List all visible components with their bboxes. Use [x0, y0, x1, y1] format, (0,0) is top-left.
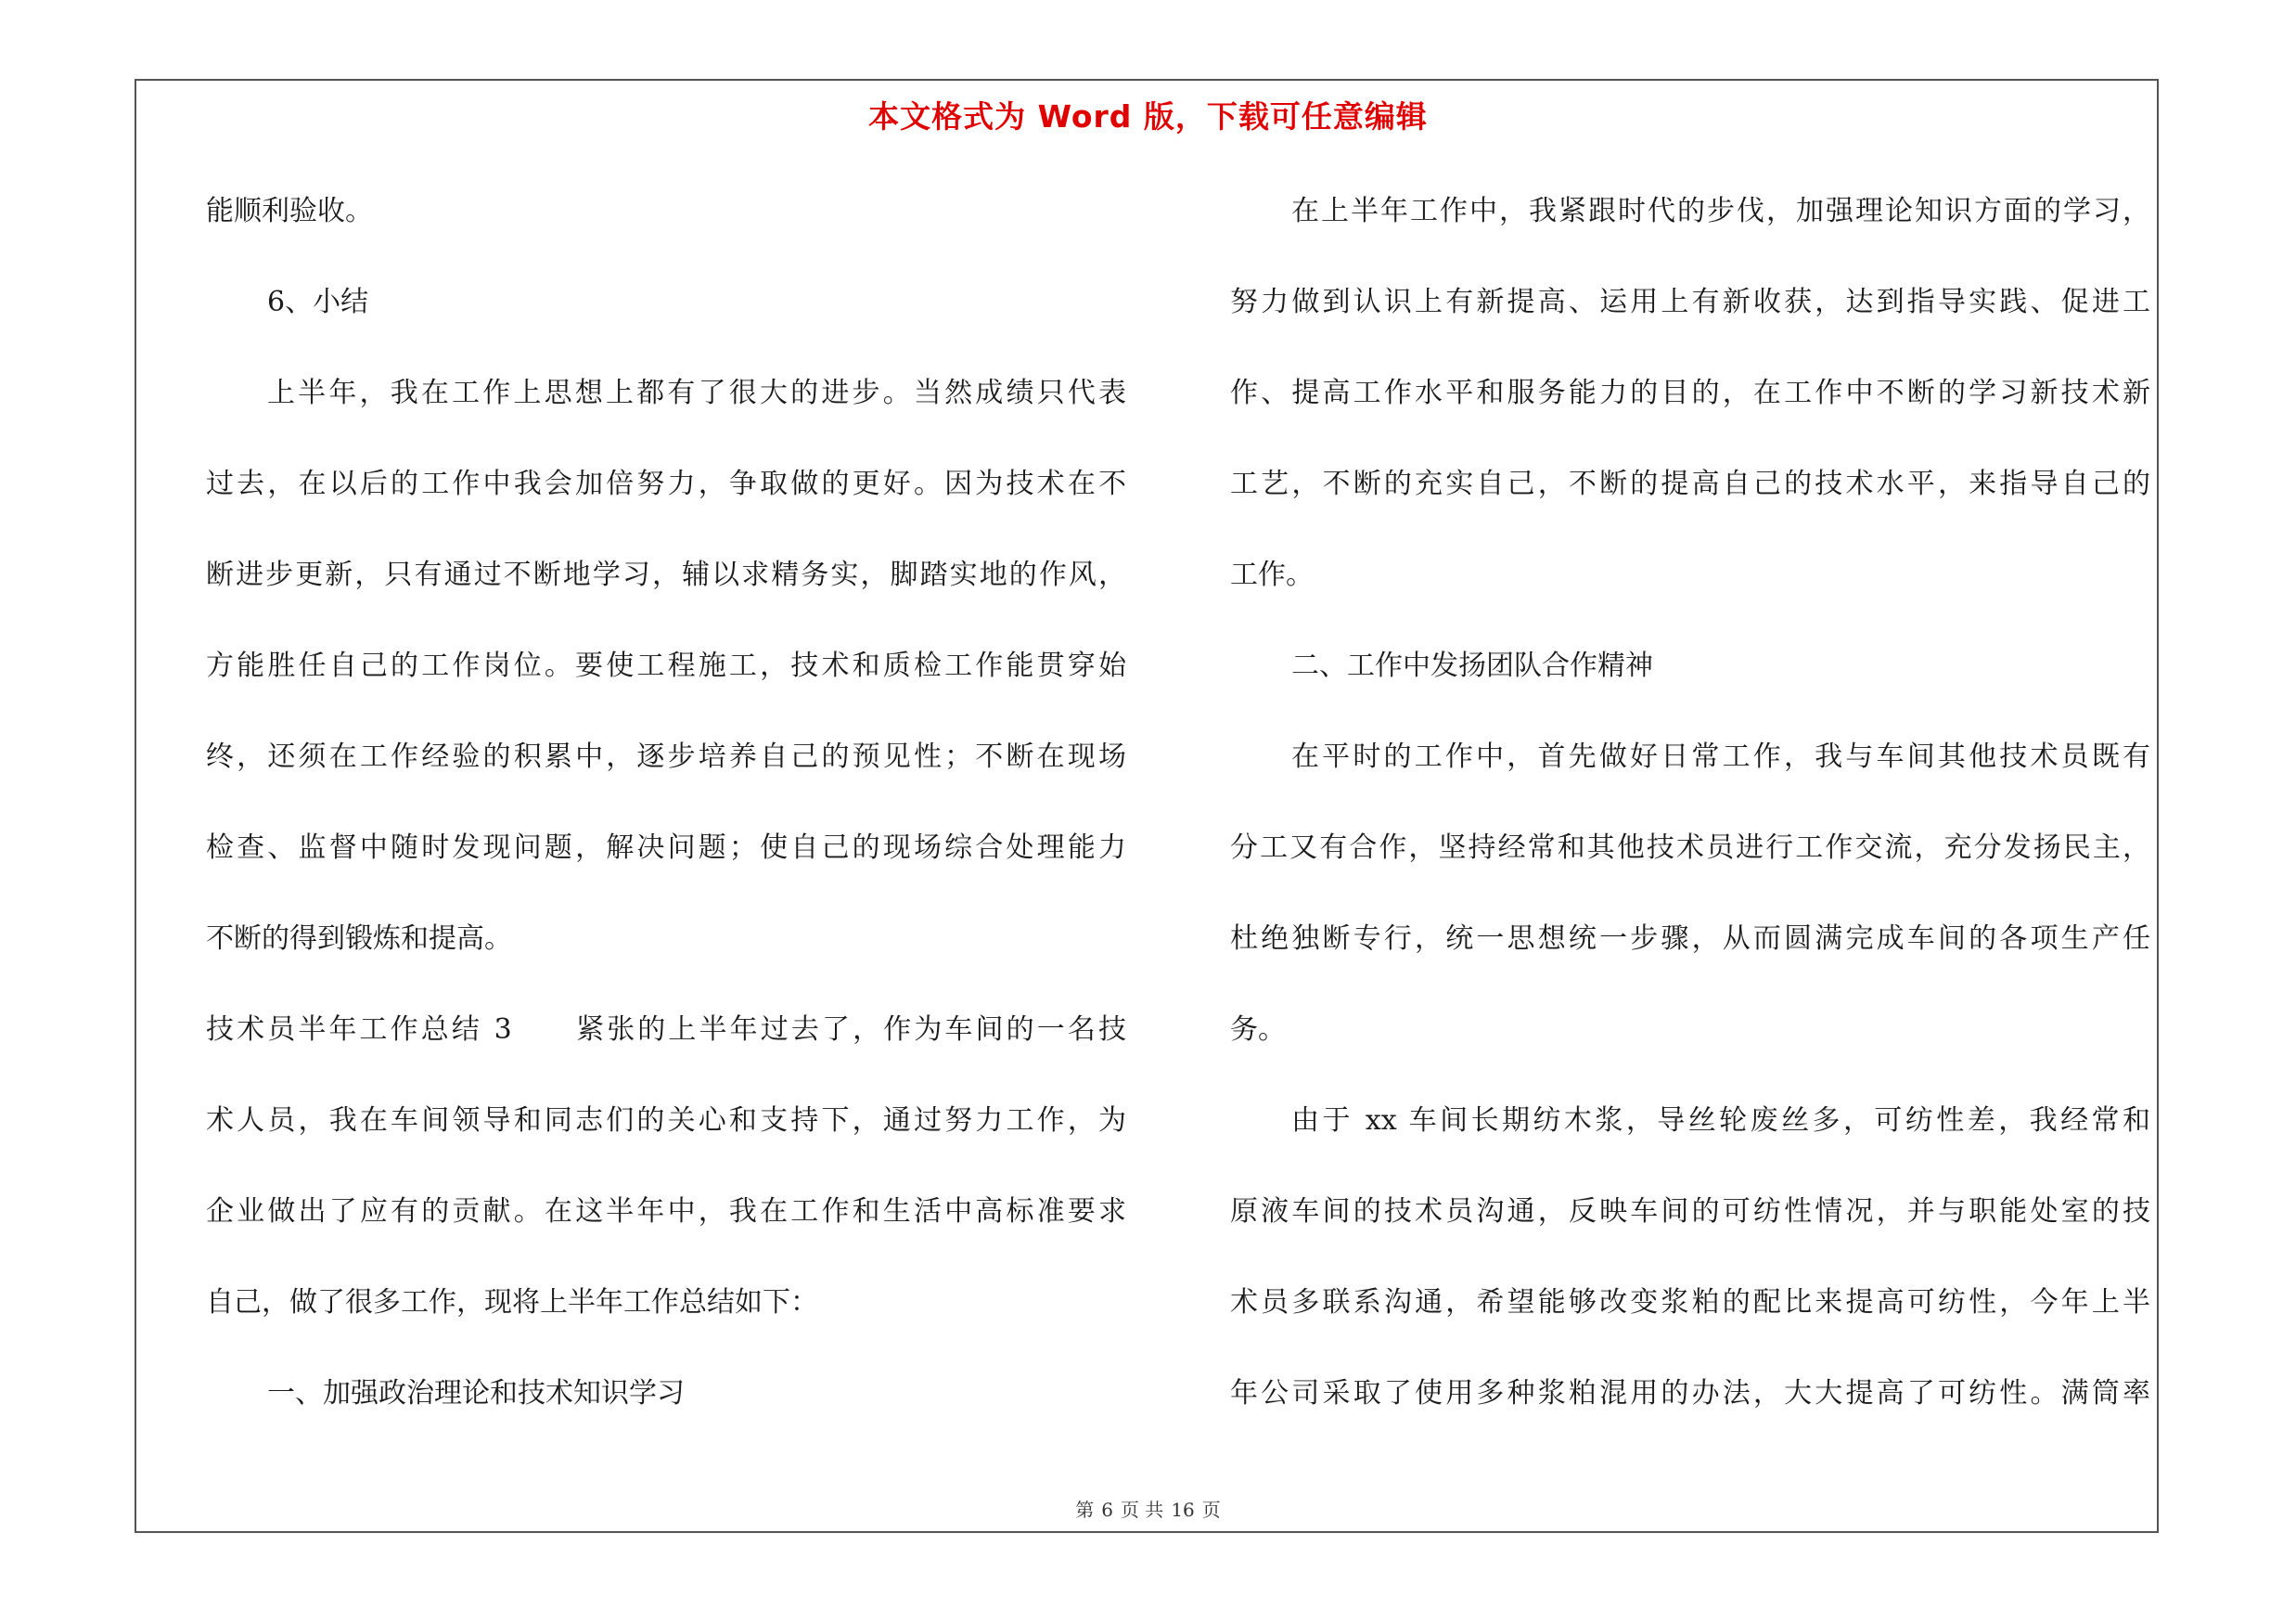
paragraph-line: 努力做到认识上有新提高、运用上有新收获，达到指导实践、促进工: [1230, 286, 2150, 318]
paragraph-line: 过去，在以后的工作中我会加倍努力，争取做的更好。因为技术在不: [206, 468, 1126, 500]
section-heading: 二、工作中发扬团队合作精神: [1291, 650, 1653, 682]
paragraph-line: 企业做出了应有的贡献。在这半年中，我在工作和生活中高标准要求: [206, 1195, 1126, 1228]
paragraph-line: 能顺利验收。: [206, 195, 373, 227]
left-column: [206, 182, 1126, 1455]
footer-middle: 页 共: [1120, 1499, 1164, 1521]
section-heading: 一、加强政治理论和技术知识学习: [267, 1377, 685, 1410]
paragraph-line: 技术员半年工作总结 3 紧张的上半年过去了，作为车间的一名技: [206, 1013, 1126, 1046]
paragraph-line: 方能胜任自己的工作岗位。要使工程施工，技术和质检工作能贯穿始: [206, 650, 1126, 682]
paragraph-line: 杜绝独断专行，统一思想统一步骤，从而圆满完成车间的各项生产任: [1230, 922, 2150, 955]
paragraph-line: 不断的得到锻炼和提高。: [206, 922, 512, 955]
paragraph-line: 检查、监督中随时发现问题，解决问题；使自己的现场综合处理能力: [206, 831, 1126, 864]
paragraph-line: 年公司采取了使用多种浆粕混用的办法，大大提高了可纺性。满筒率: [1230, 1377, 2150, 1410]
paragraph-line: 自己，做了很多工作，现将上半年工作总结如下：: [206, 1286, 818, 1319]
paragraph-line: 作、提高工作水平和服务能力的目的，在工作中不断的学习新技术新: [1230, 377, 2150, 409]
paragraph-line: 在上半年工作中，我紧跟时代的步伐，加强理论知识方面的学习，: [1291, 195, 2150, 227]
paragraph-line: 术人员，我在车间领导和同志们的关心和支持下，通过努力工作，为: [206, 1104, 1126, 1137]
paragraph-line: 上半年，我在工作上思想上都有了很大的进步。当然成绩只代表: [267, 377, 1126, 409]
right-column: [1230, 182, 2150, 1455]
current-page-number: 6: [1101, 1499, 1113, 1521]
footer-prefix: 第: [1075, 1499, 1095, 1521]
paragraph-line: 由于 xx 车间长期纺木浆，导丝轮废丝多，可纺性差，我经常和: [1291, 1104, 2150, 1137]
footer-suffix: 页: [1201, 1499, 1221, 1521]
paragraph-line: 断进步更新，只有通过不断地学习，辅以求精务实，脚踏实地的作风，: [206, 559, 1126, 591]
total-pages-number: 16: [1171, 1499, 1195, 1521]
paragraph-line: 工作。: [1230, 559, 1314, 591]
paragraph-line: 务。: [1230, 1013, 1286, 1046]
header-banner: 本文格式为 Word 版，下载可任意编辑: [868, 98, 1428, 135]
page-footer: [0, 1495, 2296, 1522]
paragraph-line: 在平时的工作中，首先做好日常工作，我与车间其他技术员既有: [1291, 741, 2150, 773]
section-heading: 6、小结: [267, 286, 369, 318]
paragraph-line: 工艺，不断的充实自己，不断的提高自己的技术水平，来指导自己的: [1230, 468, 2150, 500]
paragraph-line: 终，还须在工作经验的积累中，逐步培养自己的预见性；不断在现场: [206, 741, 1126, 773]
paragraph-line: 原液车间的技术员沟通，反映车间的可纺性情况，并与职能处室的技: [1230, 1195, 2150, 1228]
paragraph-line: 分工又有合作，坚持经常和其他技术员进行工作交流，充分发扬民主，: [1230, 831, 2150, 864]
paragraph-line: 术员多联系沟通，希望能够改变浆粕的配比来提高可纺性，今年上半: [1230, 1286, 2150, 1319]
